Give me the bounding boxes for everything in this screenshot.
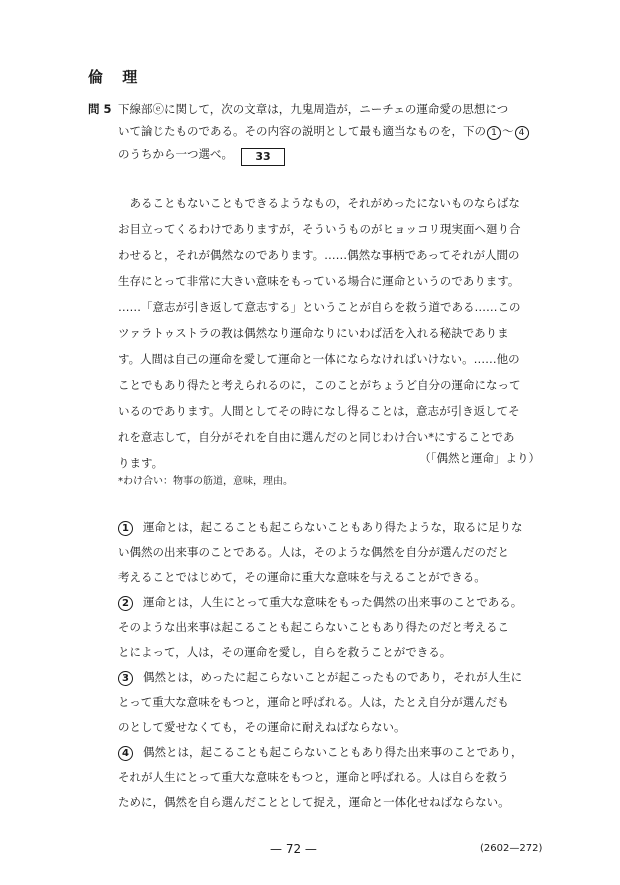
passage-line: あることもないこともできるようなもの，それがめったにないものならばな	[118, 196, 520, 210]
answer-number-box: 33	[241, 148, 285, 166]
choice-1-line: 考えることではじめて，その運命に重大な意味を与えることができる。	[118, 570, 486, 584]
choice-1-marker: 1	[118, 521, 133, 536]
range-start-marker: 1	[487, 126, 501, 140]
page-number: — 72 —	[270, 842, 317, 856]
question-number: 問 5	[88, 102, 112, 116]
passage-line: わせると，それが偶然なのであります。……偶然な事柄であってそれが人間の	[118, 248, 520, 262]
question-line-1: 下線部ⓔに関して，次の文章は，九鬼周造が，ニーチェの運命愛の思想につ	[118, 102, 509, 116]
passage-line: す。人間は自己の運命を愛して運命と一体にならなければいけない。……他の	[118, 352, 520, 366]
subject-heading: 倫 理	[88, 68, 145, 86]
choice-2-line: とによって，人は，その運命を愛し，自らを救うことができる。	[118, 645, 452, 659]
passage-line: いるのであります。人間としてその時になし得ることは，意志が引き返してそ	[118, 404, 520, 418]
choice-2	[118, 590, 558, 665]
passage-line: ツァラトゥストラの教は偶然なり運命なりにいわば活を入れる秘訣でありま	[118, 326, 509, 340]
footnote: *わけ合い：物事の筋道，意味，理由。	[118, 476, 293, 487]
passage-line: れを意志して，自分がそれを自由に選んだのと同じわけ合い*にすることであ	[118, 430, 515, 444]
question-line-2	[118, 120, 558, 142]
choice-4	[118, 740, 558, 815]
choice-1	[118, 515, 558, 590]
source-citation: （「偶然と運命」より）	[419, 451, 540, 465]
choice-1-line: い偶然の出来事のことである。人は，そのような偶然を自分が選んだのだと	[118, 545, 509, 559]
choice-1-line: 運命とは，起こることも起こらないこともあり得たような，取るに足りな	[143, 520, 523, 534]
passage-line: お目立ってくるわけでありますが，そういうものがヒョッコリ現実面へ廻り合	[118, 222, 521, 236]
choice-3-line: のとして愛せなくても，その運命に耐えねばならない。	[118, 720, 406, 734]
question-line-3-text: のうちから一つ選べ。	[118, 147, 233, 161]
question-line-2-text: いて論じたものである。その内容の説明として最も適当なものを，下の	[118, 124, 486, 138]
range-tilde: ～	[502, 124, 514, 138]
exam-code: (2602—272)	[480, 843, 543, 854]
passage-line: ります。	[118, 456, 164, 470]
choice-4-line: 偶然とは，起こることも起こらないこともあり得た出来事のことであり，	[143, 745, 523, 759]
choice-4-line: ために，偶然を自ら選んだこととして捉え，運命と一体化せねばならない。	[118, 795, 510, 809]
question-line-3	[118, 143, 558, 166]
choice-2-line: そのような出来事は起こることも起こらないこともあり得たのだと考えるこ	[118, 620, 509, 634]
choice-3-marker: 3	[118, 671, 133, 686]
choice-3	[118, 665, 558, 740]
choice-4-line: それが人生にとって重大な意味をもつと，運命と呼ばれる。人は自らを救う	[118, 770, 509, 784]
passage-line: 生存にとって非常に大きい意味をもっている場合に運命というのであります。	[118, 274, 520, 288]
choice-4-marker: 4	[118, 746, 133, 761]
range-end-marker: 4	[515, 126, 529, 140]
passage-line: ことでもあり得たと考えられるのに，このことがちょうど自分の運命になって	[118, 378, 521, 392]
passage-line: ……「意志が引き返して意志する」ということが自らを救う道である……この	[118, 300, 521, 314]
choice-2-line: 運命とは，人生にとって重大な意味をもった偶然の出来事のことである。	[143, 595, 523, 609]
choice-3-line: とって重大な意味をもつと，運命と呼ばれる。人は，たとえ自分が選んだも	[118, 695, 509, 709]
choice-2-marker: 2	[118, 596, 133, 611]
choice-3-line: 偶然とは，めったに起こらないことが起こったものであり，それが人生に	[143, 670, 523, 684]
